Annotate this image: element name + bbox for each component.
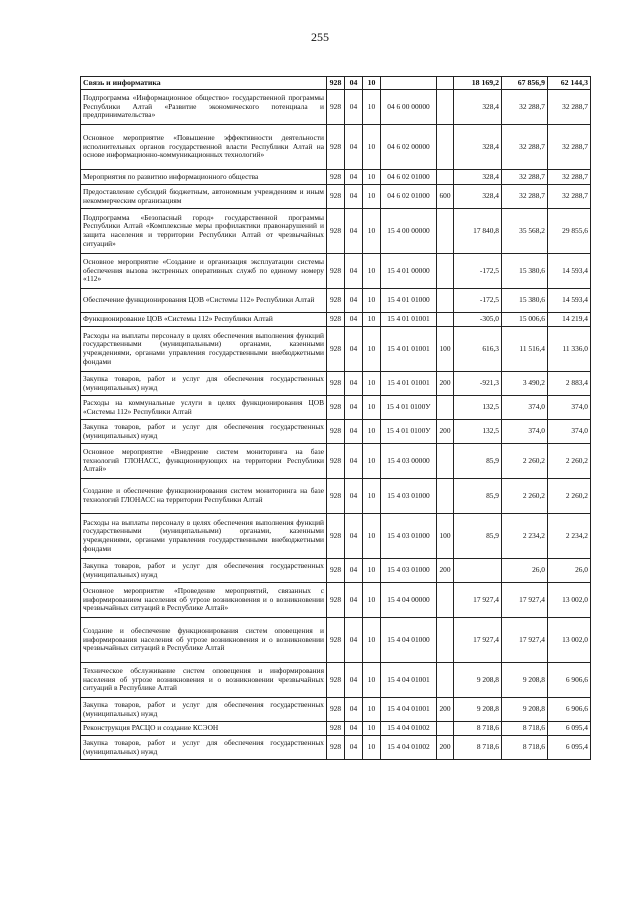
cell-section: 04 [345, 722, 363, 736]
cell-amount-1: 616,3 [454, 327, 502, 372]
cell-amount-3: 2 260,2 [548, 444, 591, 479]
cell-section: 04 [345, 254, 363, 289]
cell-amount-1: -172,5 [454, 289, 502, 313]
table-row [81, 514, 591, 559]
cell-expense-type: 200 [437, 698, 454, 722]
row-name: Создание и обеспечение функционирования систем мониторинга на базе технологий ГЛОНАСС на территории Республики Алтай [81, 479, 327, 514]
cell-expense-type: 100 [437, 327, 454, 372]
row-name: Закупка товаров, работ и услуг для обеспечения государственных (муниципальных) нужд [81, 559, 327, 583]
cell-subsection: 10 [363, 420, 381, 444]
cell-amount-1: 17 840,8 [454, 209, 502, 254]
cell-section: 04 [345, 618, 363, 663]
table-row [81, 185, 591, 209]
row-name: Основное мероприятие «Внедрение систем мониторинга на базе технологий ГЛОНАСС, функционирующих на территории Республики Алтай» [81, 444, 327, 479]
cell-grbs: 928 [327, 125, 345, 170]
cell-amount-3: 6 095,4 [548, 722, 591, 736]
row-name: Закупка товаров, работ и услуг для обеспечения государственных (муниципальных) нужд [81, 372, 327, 396]
cell-grbs: 928 [327, 327, 345, 372]
row-name: Расходы на коммунальные услуги в целях функционирования ЦОВ «Системы 112» Республики Алтай [81, 396, 327, 420]
cell-subsection: 10 [363, 77, 381, 90]
cell-grbs: 928 [327, 185, 345, 209]
cell-target-article: 15 4 04 01001 [381, 698, 437, 722]
table-row [81, 479, 591, 514]
budget-table [80, 76, 591, 760]
cell-expense-type: 200 [437, 736, 454, 760]
row-name: Основное мероприятие «Проведение мероприятий, связанных с информированием населения об угрозе возникновения и о возникновении чрезвычайных ситуаций в Республике Алтай» [81, 583, 327, 618]
cell-target-article: 15 4 04 01001 [381, 663, 437, 698]
cell-grbs: 928 [327, 479, 345, 514]
cell-amount-1: 132,5 [454, 420, 502, 444]
row-name: Функционирование ЦОВ «Системы 112» Республики Алтай [81, 313, 327, 327]
cell-section: 04 [345, 170, 363, 185]
cell-subsection: 10 [363, 396, 381, 420]
cell-expense-type [437, 618, 454, 663]
cell-amount-1: 17 927,4 [454, 618, 502, 663]
cell-target-article: 04 6 00 00000 [381, 90, 437, 125]
row-name: Закупка товаров, работ и услуг для обеспечения государственных (муниципальных) нужд [81, 420, 327, 444]
cell-subsection: 10 [363, 479, 381, 514]
row-name: Техническое обслуживание систем оповещения и информирования населения об угрозе возникновения и о возникновении чрезвычайных ситуаций в Республике Алтай [81, 663, 327, 698]
cell-amount-3: 6 095,4 [548, 736, 591, 760]
row-name: Расходы на выплаты персоналу в целях обеспечения выполнения функций государственными (муниципальными) органами, казенными учреждениями, органами управления государственными внебюджетными фондами [81, 327, 327, 372]
cell-target-article: 15 4 04 00000 [381, 583, 437, 618]
cell-amount-3: 14 593,4 [548, 254, 591, 289]
table-row [81, 170, 591, 185]
cell-amount-3: 6 906,6 [548, 698, 591, 722]
cell-section: 04 [345, 420, 363, 444]
cell-target-article: 15 4 04 01002 [381, 736, 437, 760]
table-body [81, 77, 591, 760]
cell-amount-2: 15 380,6 [502, 254, 548, 289]
cell-target-article: 15 4 04 01000 [381, 618, 437, 663]
cell-target-article: 15 4 03 01000 [381, 559, 437, 583]
cell-amount-2: 2 260,2 [502, 479, 548, 514]
cell-amount-1: 85,9 [454, 444, 502, 479]
cell-target-article: 15 4 03 01000 [381, 514, 437, 559]
cell-section: 04 [345, 372, 363, 396]
cell-section: 04 [345, 90, 363, 125]
cell-expense-type [437, 289, 454, 313]
cell-subsection: 10 [363, 444, 381, 479]
cell-subsection: 10 [363, 698, 381, 722]
cell-amount-3: 14 219,4 [548, 313, 591, 327]
cell-subsection: 10 [363, 618, 381, 663]
cell-subsection: 10 [363, 583, 381, 618]
cell-expense-type: 200 [437, 559, 454, 583]
row-name: Основное мероприятие «Повышение эффективности деятельности исполнительных органов государственной власти Республики Алтай на основе информационно-коммуникационных технологий» [81, 125, 327, 170]
cell-subsection: 10 [363, 209, 381, 254]
cell-expense-type [437, 479, 454, 514]
row-name: Закупка товаров, работ и услуг для обеспечения государственных (муниципальных) нужд [81, 736, 327, 760]
cell-amount-1: 85,9 [454, 514, 502, 559]
table-row [81, 77, 591, 90]
cell-target-article: 15 4 01 01000 [381, 289, 437, 313]
cell-amount-1: 8 718,6 [454, 722, 502, 736]
cell-subsection: 10 [363, 254, 381, 289]
cell-amount-3: 6 906,6 [548, 663, 591, 698]
cell-subsection: 10 [363, 313, 381, 327]
cell-amount-3: 13 002,0 [548, 618, 591, 663]
cell-target-article: 15 4 00 00000 [381, 209, 437, 254]
cell-target-article: 15 4 01 01001 [381, 327, 437, 372]
cell-target-article: 15 4 03 01000 [381, 479, 437, 514]
cell-amount-1: -305,0 [454, 313, 502, 327]
cell-target-article: 15 4 01 01001 [381, 372, 437, 396]
table-row [81, 327, 591, 372]
cell-expense-type: 200 [437, 420, 454, 444]
row-name: Предоставление субсидий бюджетным, автономным учреждениям и иным некоммерческим организациям [81, 185, 327, 209]
cell-grbs: 928 [327, 170, 345, 185]
cell-expense-type [437, 722, 454, 736]
cell-amount-3: 14 593,4 [548, 289, 591, 313]
cell-section: 04 [345, 313, 363, 327]
cell-amount-3: 26,0 [548, 559, 591, 583]
cell-amount-2: 9 208,8 [502, 698, 548, 722]
cell-expense-type [437, 170, 454, 185]
cell-section: 04 [345, 396, 363, 420]
table-row [81, 125, 591, 170]
table-row [81, 209, 591, 254]
cell-amount-1: 328,4 [454, 90, 502, 125]
cell-amount-2: 17 927,4 [502, 618, 548, 663]
table-row [81, 254, 591, 289]
cell-grbs: 928 [327, 698, 345, 722]
table-row [81, 618, 591, 663]
cell-amount-1: -921,3 [454, 372, 502, 396]
cell-amount-1: 9 208,8 [454, 663, 502, 698]
cell-subsection: 10 [363, 327, 381, 372]
cell-amount-2: 15 006,6 [502, 313, 548, 327]
cell-subsection: 10 [363, 736, 381, 760]
cell-amount-2: 32 288,7 [502, 185, 548, 209]
cell-amount-3: 32 288,7 [548, 125, 591, 170]
cell-amount-3: 32 288,7 [548, 90, 591, 125]
cell-amount-1: 132,5 [454, 396, 502, 420]
cell-section: 04 [345, 583, 363, 618]
table-row [81, 736, 591, 760]
cell-section: 04 [345, 327, 363, 372]
cell-target-article: 04 6 02 00000 [381, 125, 437, 170]
cell-subsection: 10 [363, 289, 381, 313]
cell-amount-3: 2 260,2 [548, 479, 591, 514]
cell-target-article: 04 6 02 01000 [381, 185, 437, 209]
cell-grbs: 928 [327, 514, 345, 559]
cell-expense-type: 200 [437, 372, 454, 396]
cell-amount-3: 2 234,2 [548, 514, 591, 559]
cell-grbs: 928 [327, 618, 345, 663]
cell-expense-type [437, 90, 454, 125]
cell-amount-2: 32 288,7 [502, 90, 548, 125]
cell-grbs: 928 [327, 209, 345, 254]
cell-expense-type [437, 254, 454, 289]
cell-subsection: 10 [363, 514, 381, 559]
cell-amount-1: 8 718,6 [454, 736, 502, 760]
cell-expense-type [437, 663, 454, 698]
cell-subsection: 10 [363, 125, 381, 170]
table-row [81, 583, 591, 618]
cell-amount-3: 62 144,3 [548, 77, 591, 90]
cell-amount-2: 2 234,2 [502, 514, 548, 559]
cell-amount-2: 67 856,9 [502, 77, 548, 90]
cell-amount-2: 35 568,2 [502, 209, 548, 254]
cell-amount-3: 374,0 [548, 396, 591, 420]
row-name: Обеспечение функционирования ЦОВ «Системы 112» Республики Алтай [81, 289, 327, 313]
cell-expense-type [437, 313, 454, 327]
cell-amount-3: 11 336,0 [548, 327, 591, 372]
table-row [81, 90, 591, 125]
cell-grbs: 928 [327, 396, 345, 420]
row-name: Расходы на выплаты персоналу в целях обеспечения выполнения функций государственными (муниципальными) органами, казенными учреждениями, органами управления государственными внебюджетными фондами [81, 514, 327, 559]
table-row [81, 663, 591, 698]
row-name: Создание и обеспечение функционирования систем оповещения и информирования населения об угрозе возникновения и о возникновении чрезвычайных ситуаций в Республике Алтай [81, 618, 327, 663]
row-name: Связь и информатика [81, 77, 327, 90]
cell-grbs: 928 [327, 722, 345, 736]
cell-amount-1: 328,4 [454, 185, 502, 209]
cell-grbs: 928 [327, 663, 345, 698]
cell-section: 04 [345, 559, 363, 583]
cell-amount-3: 13 002,0 [548, 583, 591, 618]
table-row [81, 444, 591, 479]
cell-grbs: 928 [327, 736, 345, 760]
cell-target-article: 15 4 01 00000 [381, 254, 437, 289]
cell-amount-2: 32 288,7 [502, 125, 548, 170]
cell-amount-1: -172,5 [454, 254, 502, 289]
cell-subsection: 10 [363, 170, 381, 185]
cell-expense-type [437, 125, 454, 170]
cell-grbs: 928 [327, 420, 345, 444]
row-name: Реконструкция РАСЦО и создание КСЭОН [81, 722, 327, 736]
row-name: Мероприятия по развитию информационного общества [81, 170, 327, 185]
cell-grbs: 928 [327, 90, 345, 125]
cell-amount-1: 85,9 [454, 479, 502, 514]
cell-grbs: 928 [327, 444, 345, 479]
cell-grbs: 928 [327, 254, 345, 289]
cell-expense-type: 600 [437, 185, 454, 209]
cell-amount-2: 26,0 [502, 559, 548, 583]
cell-target-article: 04 6 02 01000 [381, 170, 437, 185]
cell-amount-1: 17 927,4 [454, 583, 502, 618]
cell-expense-type [437, 396, 454, 420]
cell-amount-3: 29 855,6 [548, 209, 591, 254]
cell-target-article [381, 77, 437, 90]
table-row [81, 396, 591, 420]
cell-target-article: 15 4 01 0100У [381, 396, 437, 420]
cell-grbs: 928 [327, 289, 345, 313]
table-row [81, 559, 591, 583]
cell-section: 04 [345, 125, 363, 170]
cell-subsection: 10 [363, 663, 381, 698]
cell-amount-1: 9 208,8 [454, 698, 502, 722]
cell-amount-1: 328,4 [454, 170, 502, 185]
table-row [81, 289, 591, 313]
cell-section: 04 [345, 736, 363, 760]
cell-section: 04 [345, 444, 363, 479]
row-name: Основное мероприятие «Создание и организация эксплуатации системы обеспечения вызова экстренных оперативных служб по единому номеру «112» [81, 254, 327, 289]
cell-expense-type [437, 77, 454, 90]
cell-amount-2: 15 380,6 [502, 289, 548, 313]
cell-amount-2: 374,0 [502, 420, 548, 444]
row-name: Подпрограмма «Информационное общество» государственной программы Республики Алтай «Развитие экономического потенциала и предпринимательства» [81, 90, 327, 125]
cell-amount-2: 17 927,4 [502, 583, 548, 618]
cell-target-article: 15 4 01 0100У [381, 420, 437, 444]
cell-amount-1 [454, 559, 502, 583]
cell-section: 04 [345, 479, 363, 514]
cell-amount-2: 32 288,7 [502, 170, 548, 185]
cell-amount-2: 11 516,4 [502, 327, 548, 372]
cell-amount-2: 8 718,6 [502, 736, 548, 760]
cell-section: 04 [345, 514, 363, 559]
cell-subsection: 10 [363, 185, 381, 209]
cell-subsection: 10 [363, 559, 381, 583]
cell-section: 04 [345, 698, 363, 722]
table-row [81, 420, 591, 444]
cell-amount-1: 328,4 [454, 125, 502, 170]
cell-amount-2: 374,0 [502, 396, 548, 420]
row-name: Закупка товаров, работ и услуг для обеспечения государственных (муниципальных) нужд [81, 698, 327, 722]
cell-grbs: 928 [327, 372, 345, 396]
cell-grbs: 928 [327, 559, 345, 583]
cell-expense-type: 100 [437, 514, 454, 559]
cell-amount-3: 2 883,4 [548, 372, 591, 396]
cell-subsection: 10 [363, 90, 381, 125]
cell-section: 04 [345, 289, 363, 313]
table-row [81, 698, 591, 722]
cell-expense-type [437, 444, 454, 479]
table-row [81, 372, 591, 396]
cell-section: 04 [345, 77, 363, 90]
cell-grbs: 928 [327, 313, 345, 327]
cell-amount-2: 3 490,2 [502, 372, 548, 396]
cell-target-article: 15 4 01 01001 [381, 313, 437, 327]
cell-subsection: 10 [363, 722, 381, 736]
cell-grbs: 928 [327, 77, 345, 90]
table-row [81, 722, 591, 736]
cell-section: 04 [345, 209, 363, 254]
cell-amount-1: 18 169,2 [454, 77, 502, 90]
cell-grbs: 928 [327, 583, 345, 618]
row-name: Подпрограмма «Безопасный город» государственной программы Республики Алтай «Комплексные меры профилактики правонарушений и защита населения и территории Республики Алтай от чрезвычайных ситуаций» [81, 209, 327, 254]
table-row [81, 313, 591, 327]
cell-amount-2: 9 208,8 [502, 663, 548, 698]
cell-amount-2: 8 718,6 [502, 722, 548, 736]
cell-amount-3: 32 288,7 [548, 185, 591, 209]
cell-amount-3: 32 288,7 [548, 170, 591, 185]
cell-expense-type [437, 209, 454, 254]
page-number: 255 [311, 30, 329, 44]
cell-subsection: 10 [363, 372, 381, 396]
cell-section: 04 [345, 663, 363, 698]
cell-expense-type [437, 583, 454, 618]
cell-amount-2: 2 260,2 [502, 444, 548, 479]
cell-section: 04 [345, 185, 363, 209]
cell-target-article: 15 4 04 01002 [381, 722, 437, 736]
cell-amount-3: 374,0 [548, 420, 591, 444]
cell-target-article: 15 4 03 00000 [381, 444, 437, 479]
